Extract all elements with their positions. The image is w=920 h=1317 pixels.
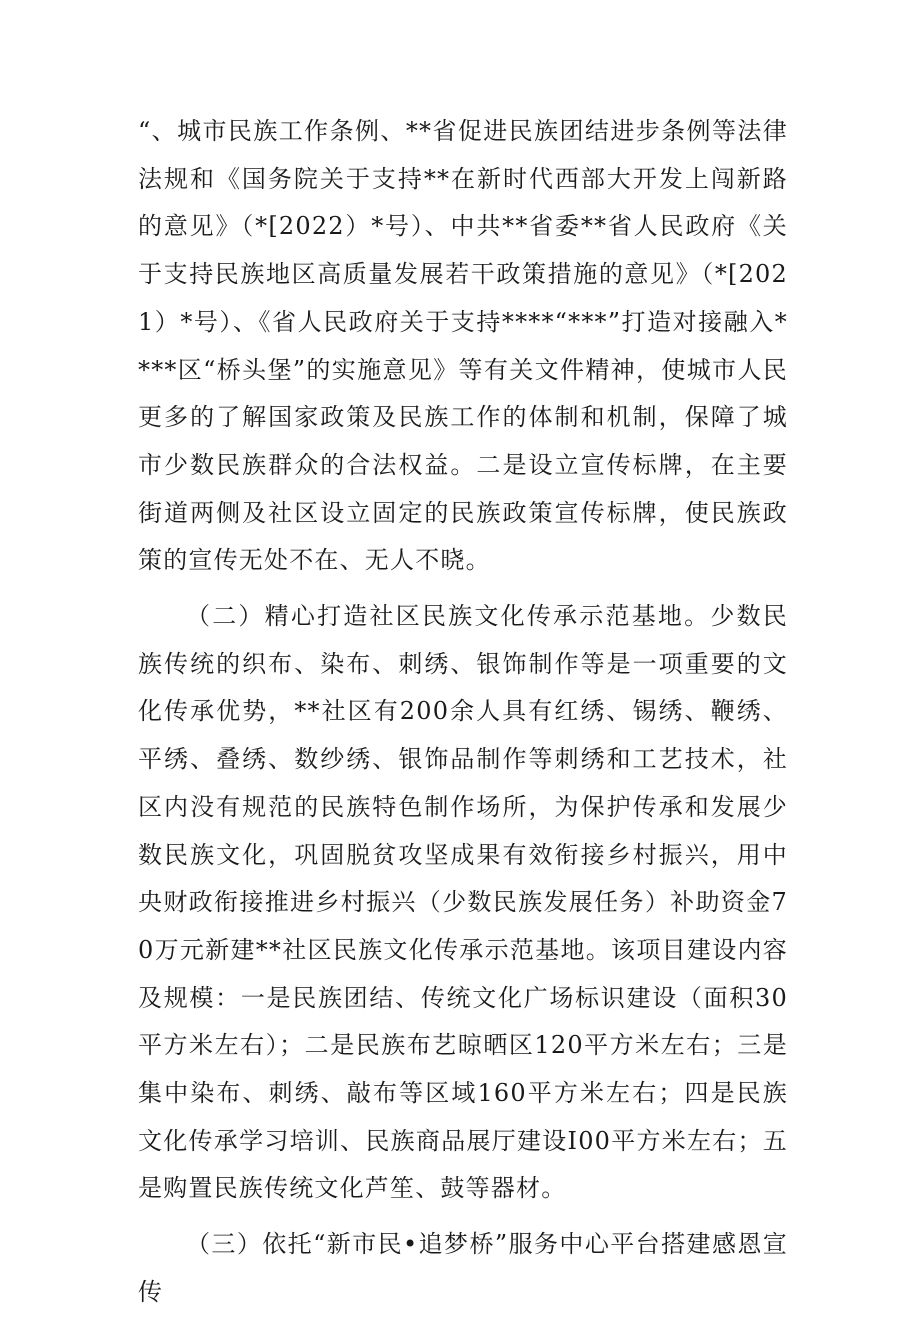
paragraph-policy-publicity: “、城市民族工作条例、**省促进民族团结进步条例等法律法规和《国务院关于支持**在新时代西部大开发上闯新路的意见》（*[2022）*号）、中共**省委**省人民政府《关于支持民族地区高质量发展若干政策措施的意见》（*[2021）*号）、《省人民政府关于支持****“***”打造对接融入****区“桥头堡”的实施意见》等有关文件精神，使城市人民更多的了解国家政策及民族工作的体制和机制，保障了城市少数民族群众的合法权益。二是设立宣传标牌，在主要街道两侧及社区设立固定的民族政策宣传标牌，使民族政策的宣传无处不在、无人不晓。 (138, 117, 788, 575)
document-body (138, 108, 788, 1317)
paragraph-culture-base: （二）精心打造社区民族文化传承示范基地。少数民族传统的织布、染布、刺绣、银饰制作等是一项重要的文化传承优势，**社区有200余人具有红绣、锡绣、鞭绣、平绣、叠绣、数纱绣、银饰品制作等刺绣和工艺技术，社区内没有规范的民族特色制作场所，为保护传承和发展少数民族文化，巩固脱贫攻坚成果有效衔接乡村振兴，用中央财政衔接推进乡村振兴（少数民族发展任务）补助资金70万元新建**社区民族文化传承示范基地。该项目建设内容及规模：一是民族团结、传统文化广场标识建设（面积30平方米左右）；二是民族布艺晾晒区120平方米左右；三是集中染布、刺绣、敲布等区域160平方米左右；四是民族文化传承学习培训、民族商品展厅建设I00平方米左右；五是购置民族传统文化芦笙、鼓等器材。 (138, 602, 788, 1203)
paragraph-service-center: （三）依托“新市民•追梦桥”服务中心平台搭建感恩宣传 (138, 1230, 788, 1306)
